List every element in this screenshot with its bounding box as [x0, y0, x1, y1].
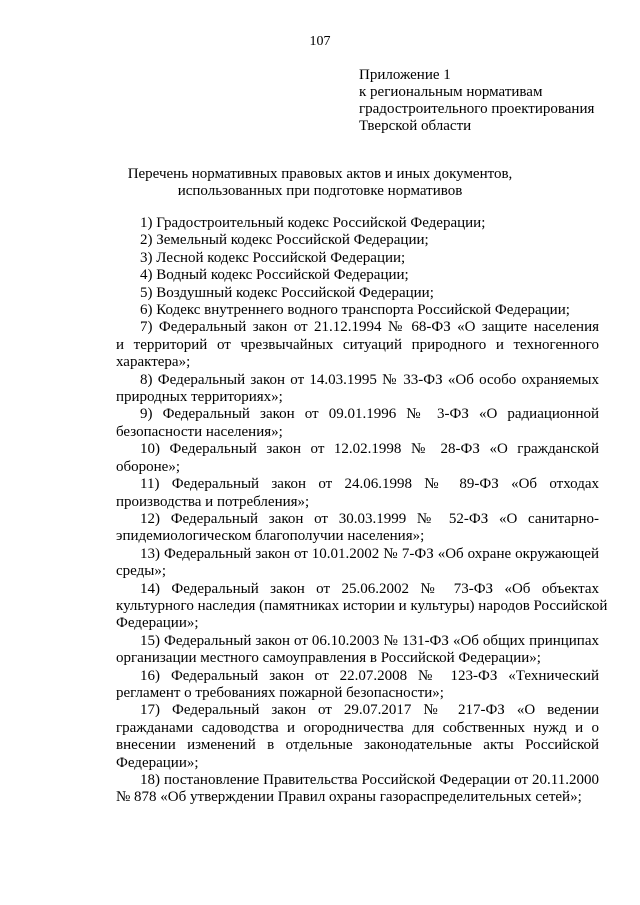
appendix-header	[359, 67, 619, 135]
title-line-2: использованных при подготовке нормативов	[177, 183, 463, 199]
list-item	[116, 406, 599, 441]
appendix-line-3: градостроительного проектирования	[359, 101, 595, 117]
list-item-line: 5) Воздушный кодекс Российской Федерации;	[140, 284, 434, 301]
list-item-line: гражданами садоводства и огородничества для собственных нужд и о	[116, 719, 599, 736]
list-item-line: 16) Федеральный закон от 22.07.2008 № 123-ФЗ «Технический	[140, 667, 599, 684]
list-item-line: характера»;	[116, 354, 191, 371]
list-item	[116, 319, 599, 371]
list-item-line: организации местного самоуправления в Российской Федерации»;	[116, 650, 541, 667]
list-item-line: 11) Федеральный закон от 24.06.1998 № 89-ФЗ «Об отходах	[140, 476, 599, 493]
document-title	[0, 166, 640, 200]
list-item-line: среды»;	[116, 563, 166, 580]
list-item	[116, 232, 599, 249]
list-item	[116, 546, 599, 581]
list-item-line: 6) Кодекс внутреннего водного транспорта Российской Федерации;	[140, 302, 570, 319]
page-number: 107	[309, 34, 331, 49]
list-item	[116, 250, 599, 267]
list-item-line: 1) Градостроительный кодекс Российской Федерации;	[140, 215, 486, 231]
list-item	[116, 441, 599, 476]
list-item-line: 10) Федеральный закон от 12.02.1998 № 28-ФЗ «О гражданской	[140, 441, 599, 458]
list-item-line: 4) Водный кодекс Российской Федерации;	[140, 267, 409, 284]
list-item-line: регламент о требованиях пожарной безопасности»;	[116, 684, 444, 701]
list-item	[116, 580, 608, 633]
legal-acts-list	[116, 215, 608, 807]
appendix-line-2: к региональным нормативам	[359, 84, 543, 100]
list-item	[116, 267, 599, 284]
list-item	[116, 215, 599, 232]
list-item	[116, 772, 599, 807]
list-item	[116, 302, 599, 319]
appendix-line-1: Приложение 1	[359, 67, 451, 83]
list-item	[116, 372, 599, 407]
list-item-line: 17) Федеральный закон от 29.07.2017 № 217-ФЗ «О ведении	[140, 702, 599, 719]
list-item	[116, 476, 599, 511]
list-item-line: безопасности населения»;	[116, 423, 283, 440]
list-item	[116, 668, 599, 703]
list-item-line: природных территориях»;	[116, 389, 283, 406]
list-item-line: эпидемиологическом благополучии населения»;	[116, 528, 425, 545]
list-item-line: внесении изменений в отдельные законодательные акты Российской	[116, 737, 599, 754]
list-item	[116, 702, 599, 772]
list-item	[116, 633, 599, 668]
list-item	[116, 511, 599, 546]
list-item	[116, 285, 599, 302]
list-item-line: обороне»;	[116, 458, 180, 475]
list-item-line: 18) постановление Правительства Российской Федерации от 20.11.2000	[140, 772, 599, 788]
title-line-1: Перечень нормативных правовых актов и иных документов,	[127, 166, 513, 182]
list-item-line: и территорий от чрезвычайных ситуаций природного и техногенного	[116, 336, 599, 353]
list-item-line: Федерации»;	[116, 754, 199, 771]
appendix-line-4: Тверской области	[359, 118, 472, 134]
list-item-line: 7) Федеральный закон от 21.12.1994 № 68-ФЗ «О защите населения	[140, 319, 599, 336]
list-item-line: 14) Федеральный закон от 25.06.2002 № 73-ФЗ «Об объектах	[140, 580, 599, 597]
list-item-line: № 878 «Об утверждении Правил охраны газораспределительных сетей»;	[116, 789, 582, 806]
list-item-line: культурного наследия (памятниках истории и культуры) народов Российской	[116, 597, 608, 614]
list-item-line: 15) Федеральный закон от 06.10.2003 № 131-ФЗ «Об общих принципах	[140, 632, 599, 649]
list-item-line: 2) Земельный кодекс Российской Федерации;	[140, 232, 429, 249]
list-item-line: 3) Лесной кодекс Российской Федерации;	[140, 249, 406, 266]
list-item-line: 8) Федеральный закон от 14.03.1995 № 33-ФЗ «Об особо охраняемых	[140, 371, 599, 388]
list-item-line: 13) Федеральный закон от 10.01.2002 № 7-ФЗ «Об охране окружающей	[140, 545, 599, 562]
list-item-line: производства и потребления»;	[116, 493, 310, 510]
list-item-line: Федерации»;	[116, 615, 199, 632]
list-item-line: 9) Федеральный закон от 09.01.1996 № 3-ФЗ «О радиационной	[140, 406, 599, 423]
list-item-line: 12) Федеральный закон от 30.03.1999 № 52-ФЗ «О санитарно-	[140, 510, 599, 527]
